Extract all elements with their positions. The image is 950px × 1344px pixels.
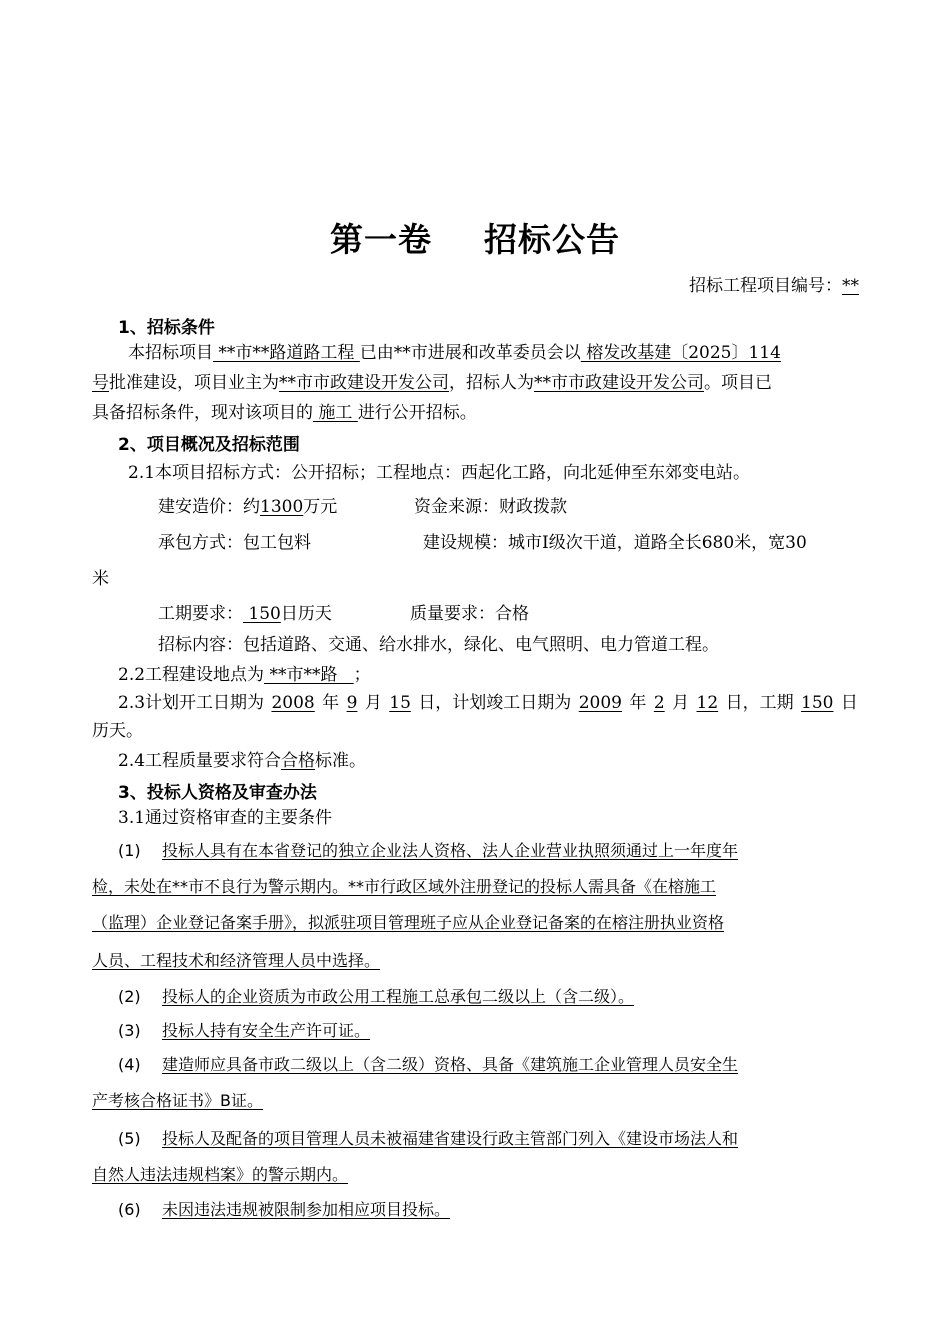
condition-5: (5) 投标人及配备的项目管理人员未被福建省建设行政主管部门列入《建设市场法人和 (118, 1129, 739, 1148)
condition-4: (4) 建造师应具备市政二级以上（含二级）资格、具备《建筑施工企业管理人员安全生 (118, 1055, 739, 1074)
project-number: 招标工程项目编号：** (689, 276, 859, 296)
construction-scale: 建设规模：城市Ⅰ级次干道，道路全长680米，宽30 (423, 533, 807, 553)
section3-1: 3.1通过资格审查的主要条件 (118, 808, 333, 828)
section2-2: 2.2工程建设地点为 **市**路 ； (118, 665, 371, 685)
section3-heading: 3、投标人资格及审查办法 (118, 783, 317, 803)
title-notice: 招标公告 (484, 220, 620, 259)
section1-line1: 本招标项目 **市**路道路工程 已由**市进展和改革委员会以 榕发改基建〔2025〕114 (128, 343, 781, 363)
fund-source: 资金来源：财政拨款 (414, 497, 567, 517)
contract-method: 承包方式：包工包料 (158, 533, 311, 553)
section2-3-cont: 历天。 (92, 721, 143, 741)
condition-2: (2) 投标人的企业资质为市政公用工程施工总承包二级以上（含二级）。 (118, 987, 635, 1006)
condition-3: (3) 投标人持有安全生产许可证。 (118, 1021, 371, 1040)
section1-line2: 号批准建设，项目业主为**市市政建设开发公司，招标人为**市市政建设开发公司。项目已 (92, 373, 772, 393)
condition-4-line2: 产考核合格证书》B证。 (92, 1091, 263, 1110)
condition-6: (6) 未因违法违规被限制参加相应项目投标。 (118, 1200, 451, 1219)
title-volume: 第一卷 (330, 220, 432, 259)
construction-cost: 建安造价：约1300万元 (158, 497, 338, 517)
section2-1: 2.1本项目招标方式：公开招标；工程地点：西起化工路，向北延伸至东郊变电站。 (128, 463, 751, 483)
section1-line3: 具备招标条件，现对该项目的 施工 进行公开招标。 (92, 403, 477, 423)
condition-5-line2: 自然人违法违规档案》的警示期内。 (92, 1165, 349, 1184)
section1-heading: 1、招标条件 (118, 318, 215, 338)
section2-heading: 2、项目概况及招标范围 (118, 435, 300, 455)
tender-content: 招标内容：包括道路、交通、给水排水，绿化、电气照明、电力管道工程。 (158, 635, 719, 655)
condition-1-line4: 人员、工程技术和经济管理人员中选择。 (92, 951, 381, 970)
section2-4: 2.4工程质量要求符合合格标准。 (118, 751, 367, 771)
page-title (0, 214, 950, 261)
condition-1-line2: 检，未处在**市不良行为警示期内。**市行政区域外注册登记的投标人需具备《在榕施工 (92, 877, 717, 896)
quality-requirement: 质量要求：合格 (410, 604, 529, 624)
section2-3: 2.3计划开工日期为 2008 年 9 月 15 日，计划竣工日期为 2009 年 2 月 12 日，工期 150 日 (118, 693, 858, 713)
construction-scale-cont: 米 (92, 569, 109, 589)
condition-1: (1) 投标人具有在本省登记的独立企业法人资格、法人企业营业执照须通过上一年度年 (118, 841, 739, 860)
period-requirement: 工期要求： 150日历天 (158, 604, 332, 624)
condition-1-line3: （监理）企业登记备案手册》，拟派驻项目管理班子应从企业登记备案的在榕注册执业资格 (92, 913, 725, 932)
